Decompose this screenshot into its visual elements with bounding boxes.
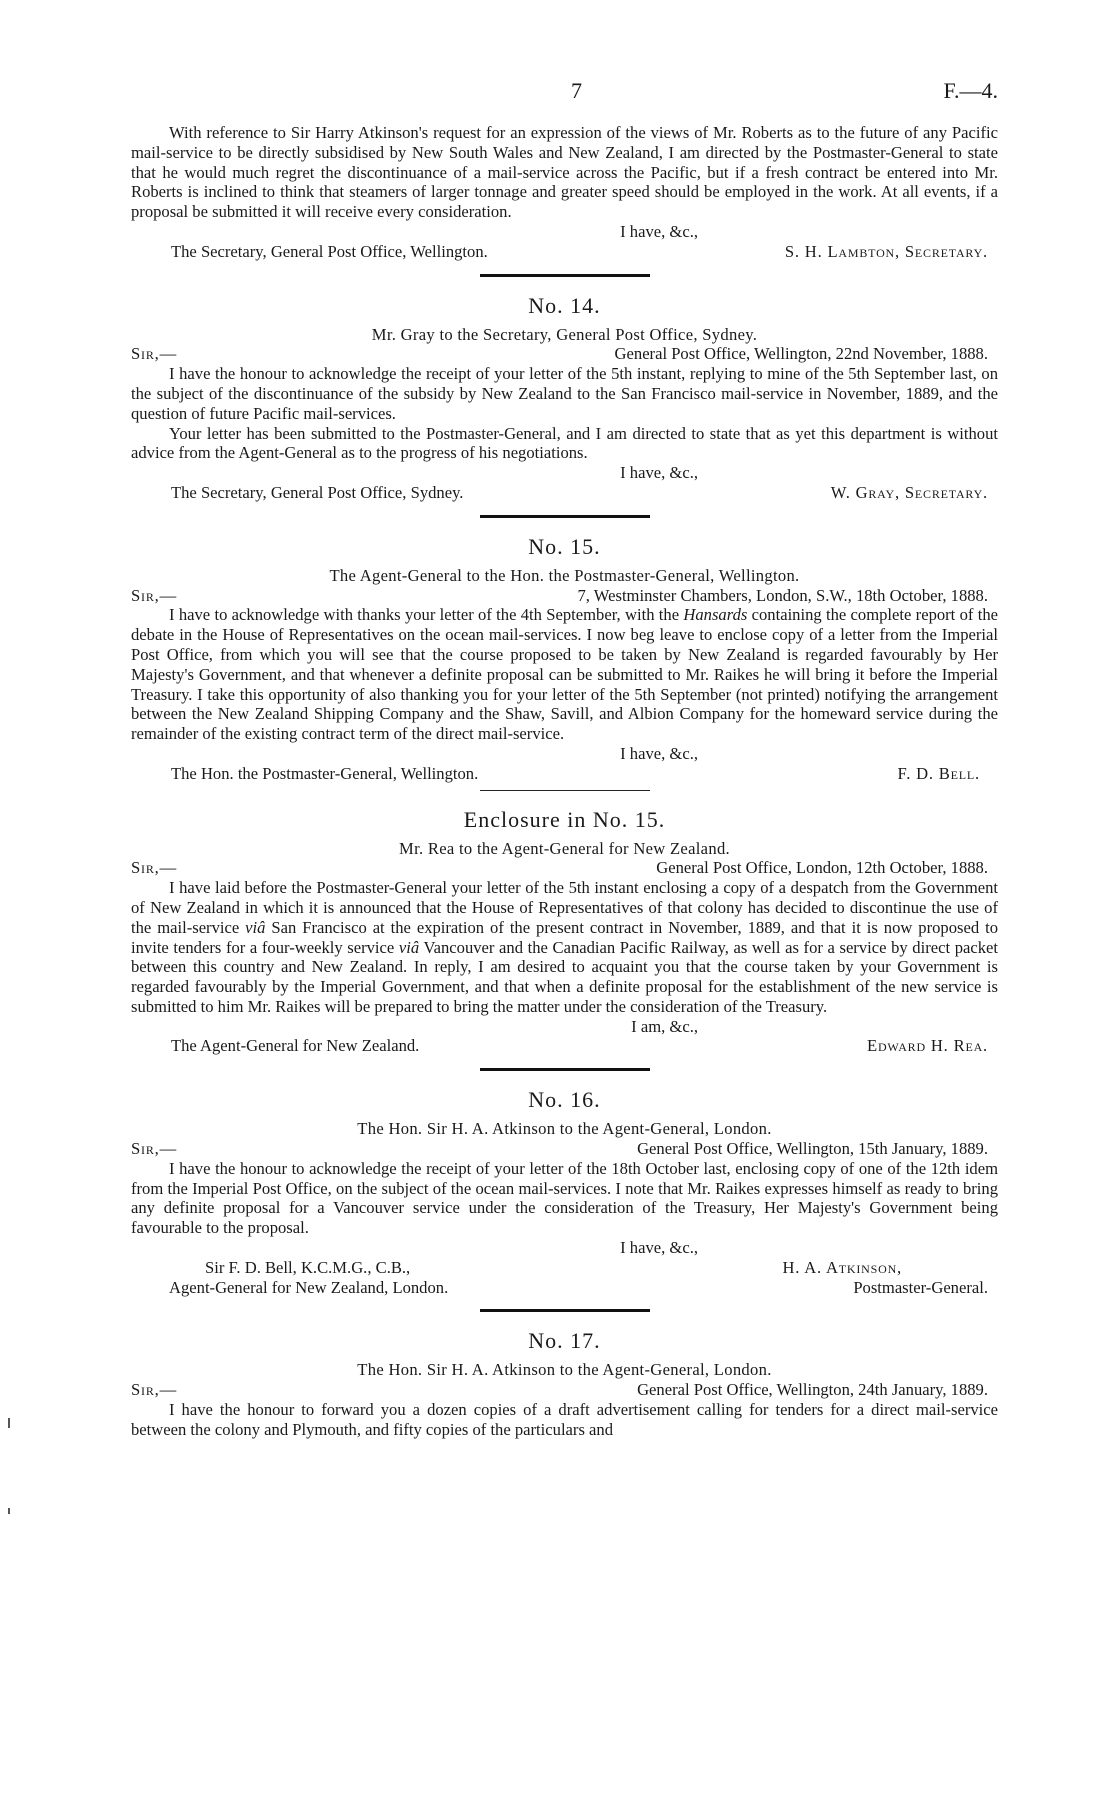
addressee: The Agent-General for New Zealand. bbox=[171, 1036, 420, 1056]
margin-mark bbox=[8, 1418, 10, 1428]
page-header bbox=[131, 78, 998, 106]
closing: I have, &c., bbox=[620, 463, 698, 483]
signature-line bbox=[131, 483, 998, 503]
letter-heading: No. 16. bbox=[528, 1087, 601, 1113]
letter-heading: No. 14. bbox=[528, 292, 601, 318]
text-run: Vancouver and the Canadian Pacific Railway, as well as for a service by direct packet between this country and New Zealand. In reply, I am desired to acquaint you that the course taken by your Government is regarded favourably by the Imperial Government, and that when a definite proposal for the establishment of the new service is submitted to him Mr. Raikes will be prepared to bring the matter under the consideration of the Treasury. bbox=[131, 937, 998, 1016]
salutation-date-line bbox=[131, 344, 998, 364]
closing: I have, &c., bbox=[620, 1238, 698, 1258]
section-divider bbox=[480, 790, 650, 791]
addressee: The Hon. the Postmaster-General, Wellington. bbox=[171, 763, 479, 783]
text-run: I have to acknowledge with thanks your letter of the 4th September, with the bbox=[169, 605, 684, 625]
signature: F. D. Bell. bbox=[897, 763, 980, 783]
letter-paragraph bbox=[131, 878, 998, 1017]
letter-paragraph bbox=[131, 605, 998, 744]
letter-14 bbox=[131, 293, 998, 518]
letter-paragraph: I have the honour to acknowledge the receipt of your letter of the 5th instant, replying to mine of the 5th September last, on the subject of the discontinuance of the subsidy by New Zealand to the San Francisco mail-service in November, 1889, and the question of future Pacific mail-services. bbox=[131, 364, 998, 423]
salutation-date-line bbox=[131, 586, 998, 606]
section-divider bbox=[480, 274, 650, 277]
letter-paragraph: I have the honour to forward you a dozen copies of a draft advertisement calling for tenders for a direct mail-service between the colony and Plymouth, and fifty copies of the particulars and bbox=[131, 1400, 998, 1439]
italic-text: Hansards bbox=[683, 605, 748, 625]
salutation: Sir,— bbox=[131, 585, 177, 605]
letter-subheading: The Hon. Sir H. A. Atkinson to the Agent-General, London. bbox=[357, 1119, 772, 1139]
letter-subheading: Mr. Gray to the Secretary, General Post Office, Sydney. bbox=[371, 324, 758, 344]
letter-date: General Post Office, Wellington, 15th January, 1889. bbox=[637, 1139, 988, 1159]
letter-13-continuation bbox=[131, 123, 998, 277]
addressee: Sir F. D. Bell, K.C.M.G., C.B., bbox=[205, 1257, 411, 1277]
letter-16 bbox=[131, 1087, 998, 1312]
addressee: The Secretary, General Post Office, Sydney. bbox=[171, 482, 464, 502]
signature-line bbox=[131, 1036, 998, 1056]
letter-17 bbox=[131, 1328, 998, 1439]
addressee: Agent-General for New Zealand, London. bbox=[169, 1277, 449, 1297]
signature-line bbox=[131, 764, 998, 784]
document-reference: F.—4. bbox=[943, 78, 998, 103]
addressee: The Secretary, General Post Office, Wellington. bbox=[171, 241, 488, 261]
letter-subheading: The Agent-General to the Hon. the Postmaster-General, Wellington. bbox=[329, 565, 800, 585]
signature: H. A. Atkinson, bbox=[782, 1257, 902, 1277]
signature-title: Postmaster-General. bbox=[853, 1277, 988, 1297]
salutation-date-line bbox=[131, 1139, 998, 1159]
letter-heading: No. 15. bbox=[528, 533, 601, 559]
letter-subheading: The Hon. Sir H. A. Atkinson to the Agent-General, London. bbox=[357, 1360, 772, 1380]
closing: I am, &c., bbox=[631, 1016, 698, 1036]
salutation: Sir,— bbox=[131, 858, 177, 878]
closing: I have, &c., bbox=[620, 743, 698, 763]
enclosure-15 bbox=[131, 807, 998, 1072]
letter-date: General Post Office, Wellington, 24th January, 1889. bbox=[637, 1380, 988, 1400]
closing: I have, &c., bbox=[620, 221, 698, 241]
salutation-date-line bbox=[131, 858, 998, 878]
section-divider bbox=[480, 515, 650, 518]
letter-heading: No. 17. bbox=[528, 1328, 601, 1354]
text-run: San Francisco at the expiration of the present contract in November, 1889, and that it is now proposed to invite tenders for a four-weekly service bbox=[131, 917, 998, 957]
letter-15 bbox=[131, 534, 998, 791]
signature-line bbox=[131, 242, 998, 262]
margin-mark bbox=[8, 1508, 10, 1514]
signature-line bbox=[131, 1258, 998, 1278]
signature: S. H. Lambton, Secretary. bbox=[784, 241, 988, 261]
signature-line bbox=[131, 1278, 998, 1298]
text-run: I have laid before the Postmaster-General your letter of the 5th instant enclosing a copy of a despatch from the Government of New Zealand in which it is announced that the House of Representatives of that colony has decided to discontinue the use of the mail-service bbox=[131, 878, 998, 937]
letter-paragraph: With reference to Sir Harry Atkinson's request for an expression of the views of Mr. Roberts as to the future of any Pacific mail-service to be directly subsidised by New South Wales and New Zealand, I am directed by the Postmaster-General to state that he would much regret the discontinuance of a mail-service across the Pacific, but if a fresh contract be entered into Mr. Roberts is inclined to think that steamers of larger tonnage and greater speed should be employed in the work. At all events, if a proposal be submitted it will receive every consideration. bbox=[131, 123, 998, 222]
enclosure-subheading: Mr. Rea to the Agent-General for New Zealand. bbox=[399, 838, 730, 858]
page-content bbox=[131, 123, 998, 1440]
italic-text: viâ bbox=[398, 937, 420, 957]
page-number: 7 bbox=[571, 78, 582, 103]
italic-text: viâ bbox=[245, 917, 266, 937]
salutation: Sir,— bbox=[131, 1380, 177, 1400]
letter-paragraph: I have the honour to acknowledge the receipt of your letter of the 18th October last, enclosing copy of one of the 12th idem from the Imperial Post Office, on the subject of the ocean mail-services. I note that Mr. Raikes expresses himself as ready to bring any definite proposal for a Vancouver service under the consideration of the Treasury, Her Majesty's Government being favourable to the proposal. bbox=[131, 1158, 998, 1238]
salutation: Sir,— bbox=[131, 344, 177, 364]
letter-date: 7, Westminster Chambers, London, S.W., 18th October, 1888. bbox=[577, 585, 988, 605]
text-run: containing the complete report of the debate in the House of Representatives on the ocean mail-services. I now beg leave to enclose copy of a letter from the Imperial Post Office, from which you will see that the course proposed to be taken by New Zealand is regarded favourably by Her Majesty's Government, and that whenever a definite proposal can be submitted to Mr. Raikes he will bring it before the Imperial Treasury. I take this opportunity of also thanking you for your letter of the 5th September (not printed) notifying the arrangement between the New Zealand Shipping Company and the Shaw, Savill, and Albion Company for the homeward service during the remainder of the existing contract term of the direct mail-service. bbox=[131, 605, 998, 744]
letter-date: General Post Office, Wellington, 22nd November, 1888. bbox=[614, 344, 988, 364]
signature: W. Gray, Secretary. bbox=[830, 482, 988, 502]
letter-paragraph: Your letter has been submitted to the Postmaster-General, and I am directed to state that as yet this department is without advice from the Agent-General as to the progress of his negotiations. bbox=[131, 423, 998, 463]
section-divider bbox=[480, 1309, 650, 1312]
enclosure-heading: Enclosure in No. 15. bbox=[463, 806, 666, 832]
salutation-date-line bbox=[131, 1380, 998, 1400]
salutation: Sir,— bbox=[131, 1139, 177, 1159]
signature: Edward H. Rea. bbox=[867, 1036, 988, 1056]
letter-date: General Post Office, London, 12th October, 1888. bbox=[656, 858, 988, 878]
section-divider bbox=[480, 1068, 650, 1071]
